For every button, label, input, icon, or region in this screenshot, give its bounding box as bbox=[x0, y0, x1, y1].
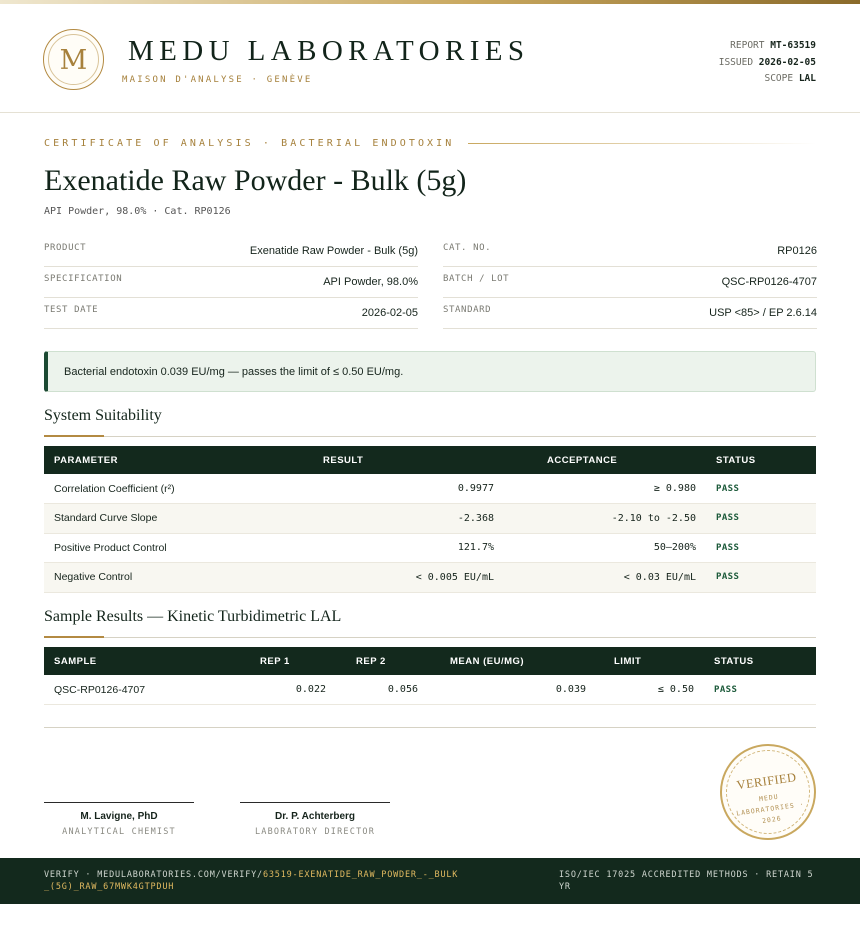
column-header: REP 1 bbox=[240, 647, 336, 675]
info-label: PRODUCT bbox=[44, 243, 87, 253]
result-cell: 0.9977 bbox=[280, 474, 504, 504]
column-header: ACCEPTANCE bbox=[504, 446, 706, 474]
info-row-cat-no bbox=[443, 236, 817, 267]
table-header-row bbox=[44, 446, 816, 474]
acceptance-cell: ≥ 0.980 bbox=[504, 474, 706, 504]
signature-role: ANALYTICAL CHEMIST bbox=[62, 827, 176, 837]
certificate-eyebrow: CERTIFICATE OF ANALYSIS · BACTERIAL ENDOTOXIN bbox=[44, 138, 455, 149]
section-system-suitability bbox=[44, 407, 816, 437]
section-title: Sample Results — Kinetic Turbidimetric LAL bbox=[44, 608, 342, 625]
info-value: Exenatide Raw Powder - Bulk (5g) bbox=[249, 245, 418, 257]
info-value: QSC-RP0126-4707 bbox=[721, 276, 817, 288]
info-value: USP <85> / EP 2.6.14 bbox=[709, 307, 817, 319]
product-title: Exenatide Raw Powder - Bulk (5g) bbox=[44, 164, 467, 197]
parameter-cell: Positive Product Control bbox=[44, 533, 280, 563]
brand-name: MEDU LABORATORIES bbox=[128, 35, 530, 67]
table-row bbox=[44, 563, 816, 593]
meta-issued: ISSUED 2026-02-05 bbox=[718, 56, 816, 68]
status-badge: PASS bbox=[706, 563, 816, 593]
meta-scope: SCOPE LAL bbox=[764, 73, 816, 84]
mean-cell: 0.039 bbox=[428, 675, 596, 705]
verify-prefix: VERIFY · MEDULABORATORIES.COM/VERIFY/ bbox=[44, 870, 263, 880]
status-badge: PASS bbox=[704, 675, 816, 705]
logo-letter: M bbox=[59, 45, 88, 76]
column-header: MEAN (EU/MG) bbox=[428, 647, 596, 675]
column-header: STATUS bbox=[704, 647, 816, 675]
seal-sub-text: MEDU LABORATORIES · 2026 bbox=[735, 792, 805, 826]
parameter-cell: Negative Control bbox=[44, 563, 280, 593]
info-label: SPECIFICATION bbox=[44, 274, 123, 284]
column-header: PARAMETER bbox=[44, 446, 280, 474]
table-row bbox=[44, 504, 816, 534]
info-value: RP0126 bbox=[777, 245, 817, 257]
suitability-table bbox=[44, 446, 816, 593]
info-value: 2026-02-05 bbox=[361, 307, 418, 319]
section-sample-results bbox=[44, 608, 816, 638]
signature-analyst bbox=[44, 802, 194, 837]
result-notice-text: Bacterial endotoxin 0.039 EU/mg — passes the limit of ≤ 0.50 EU/mg. bbox=[64, 365, 404, 378]
seal-main-text: VERIFIED bbox=[735, 769, 798, 793]
section-title: System Suitability bbox=[44, 407, 162, 424]
column-header: STATUS bbox=[706, 446, 816, 474]
parameter-cell: Correlation Coefficient (r²) bbox=[44, 474, 280, 504]
signature-director bbox=[240, 802, 390, 837]
product-subtitle: API Powder, 98.0% · Cat. RP0126 bbox=[44, 206, 231, 217]
limit-cell: ≤ 0.50 bbox=[596, 675, 704, 705]
signature-role: LABORATORY DIRECTOR bbox=[254, 827, 376, 837]
brand-tagline: MAISON D'ANALYSE · GENÈVE bbox=[122, 75, 313, 85]
verify-line bbox=[44, 869, 464, 893]
column-header: REP 2 bbox=[336, 647, 428, 675]
signature-name: M. Lavigne, PhD bbox=[80, 811, 158, 822]
info-row-test-date bbox=[44, 298, 418, 329]
column-header: LIMIT bbox=[596, 647, 704, 675]
info-grid-right bbox=[443, 236, 817, 329]
certificate-eyebrow-row bbox=[44, 138, 816, 149]
eyebrow-rule bbox=[468, 143, 816, 144]
info-value: API Powder, 98.0% bbox=[323, 276, 418, 288]
info-grid-left bbox=[44, 236, 418, 329]
lab-logo bbox=[43, 29, 104, 90]
verified-seal bbox=[714, 738, 822, 846]
status-badge: PASS bbox=[706, 474, 816, 504]
info-row-specification bbox=[44, 267, 418, 298]
report-footer bbox=[0, 858, 860, 904]
column-header: SAMPLE bbox=[44, 647, 240, 675]
status-badge: PASS bbox=[706, 533, 816, 563]
table-header-row bbox=[44, 647, 816, 675]
result-notice bbox=[44, 351, 816, 392]
table-row bbox=[44, 533, 816, 563]
report-header bbox=[0, 4, 860, 113]
info-row-product bbox=[44, 236, 418, 267]
result-cell: -2.368 bbox=[280, 504, 504, 534]
result-cell: 121.7% bbox=[280, 533, 504, 563]
status-badge: PASS bbox=[706, 504, 816, 534]
sample-results-table bbox=[44, 647, 816, 705]
info-label: CAT. NO. bbox=[443, 243, 492, 253]
column-header: RESULT bbox=[280, 446, 504, 474]
accreditation-note: ISO/IEC 17025 ACCREDITED METHODS · RETAIN 5 YR bbox=[559, 870, 814, 892]
rep1-cell: 0.022 bbox=[240, 675, 336, 705]
acceptance-cell: 50–200% bbox=[504, 533, 706, 563]
info-label: BATCH / LOT bbox=[443, 274, 510, 284]
sample-cell: QSC-RP0126-4707 bbox=[44, 675, 240, 705]
signature-name: Dr. P. Achterberg bbox=[274, 811, 356, 822]
signature-divider bbox=[44, 727, 816, 728]
table-row bbox=[44, 474, 816, 504]
verify-link[interactable]: 63519-EXENATIDE_RAW_POWDER_-_BULK_(5G)_RAW_67MWK4GTPDUH bbox=[44, 870, 459, 892]
report-meta bbox=[719, 38, 816, 88]
rep2-cell: 0.056 bbox=[336, 675, 428, 705]
parameter-cell: Standard Curve Slope bbox=[44, 504, 280, 534]
info-row-standard bbox=[443, 298, 817, 329]
acceptance-cell: -2.10 to -2.50 bbox=[504, 504, 706, 534]
table-row bbox=[44, 675, 816, 705]
info-label: STANDARD bbox=[443, 305, 492, 315]
info-label: TEST DATE bbox=[44, 305, 99, 315]
result-cell: < 0.005 EU/mL bbox=[280, 563, 504, 593]
acceptance-cell: < 0.03 EU/mL bbox=[504, 563, 706, 593]
meta-report: REPORT MT-63519 bbox=[730, 40, 816, 51]
info-row-batch bbox=[443, 267, 817, 298]
